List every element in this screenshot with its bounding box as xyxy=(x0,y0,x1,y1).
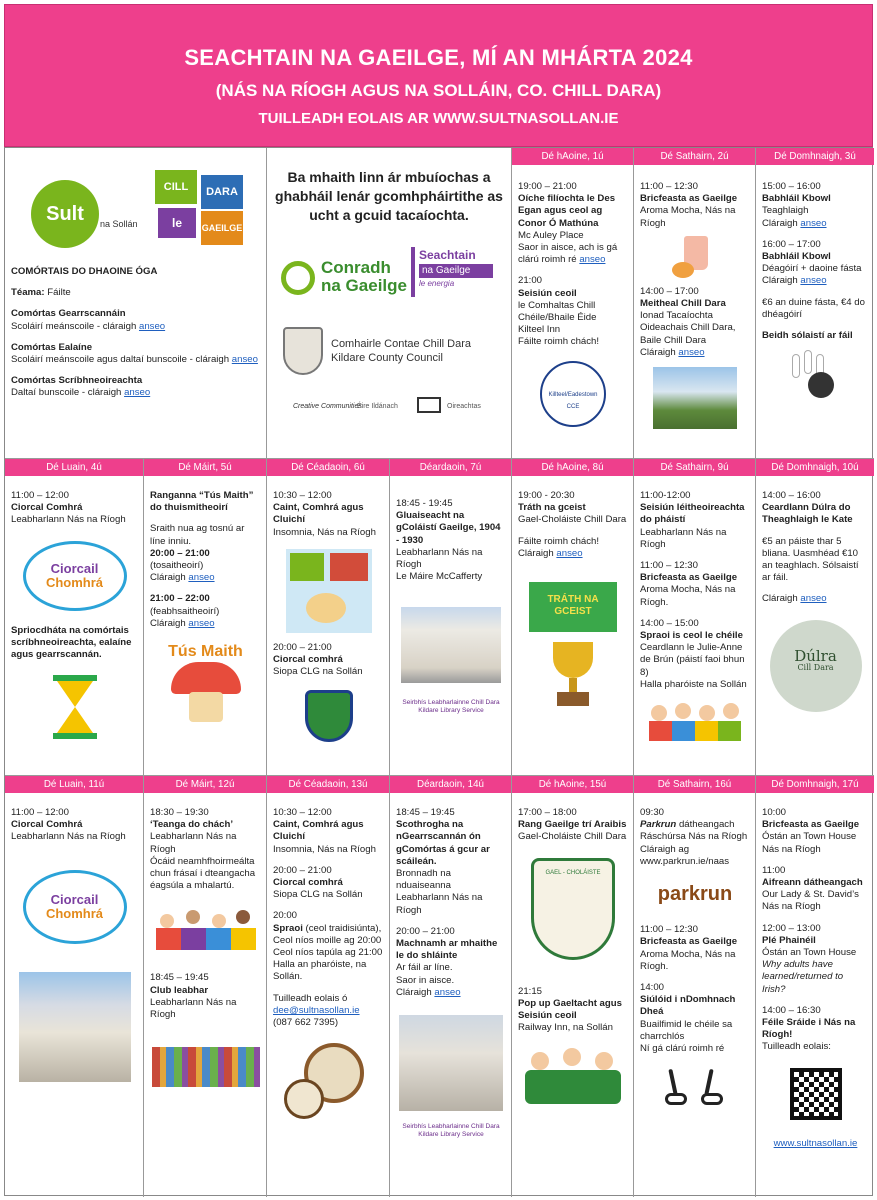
event-time: 18:30 – 19:30 xyxy=(150,807,209,818)
event-time: 10:30 – 12:00 xyxy=(273,807,332,818)
day-header: Déardaoin, 14ú xyxy=(390,776,511,793)
register-link[interactable]: anseo xyxy=(800,593,827,605)
event-time: 11:00-12:00 xyxy=(640,490,691,501)
event-title: Tráth na gceist xyxy=(518,502,586,514)
oireachtas-icon xyxy=(417,397,441,413)
day-thu-14 xyxy=(390,776,512,1197)
event-title: Ciorcal comhrá xyxy=(273,877,343,889)
creative-logo: Creative Communities xyxy=(293,403,362,410)
event-time: 20:00 – 21:00 xyxy=(273,864,332,876)
event-location: Kilteel Inn xyxy=(518,324,561,336)
ciorcail-word2: Chomhrá xyxy=(45,905,104,921)
register-text: Cláraigh xyxy=(640,346,676,358)
council-name-en: Kildare County Council xyxy=(331,352,443,364)
event-time: 17:00 – 18:00 xyxy=(518,807,577,818)
day-header: Dé Sathairn, 16ú xyxy=(634,776,755,793)
event-title: Ranganna “Tús Maith” do thuismitheoirí xyxy=(150,490,254,514)
library-logo xyxy=(396,1123,506,1139)
thanks-cell xyxy=(267,148,512,459)
event-time: 12:00 – 13:00 xyxy=(762,922,821,934)
library-photo xyxy=(401,607,501,683)
event-description: Ócáid neamhfhoirmeálta chun frásaí i dteangacha éagsúla a mhalartú. xyxy=(150,855,256,892)
event-description: Sraith nua ag tosnú ar líne inniu. xyxy=(150,523,245,547)
register-link[interactable]: anseo xyxy=(188,617,215,629)
event-speaker: Le Máire McCafferty xyxy=(396,571,483,583)
event-location: Gael-Choláiste Chill Dara xyxy=(518,831,627,843)
event-title: Pop up Gaeltacht agus Seisiún ceoil xyxy=(518,997,622,1022)
register-link[interactable]: anseo xyxy=(800,275,827,287)
day-header: Dé Máirt, 5ú xyxy=(144,459,266,476)
event-note: Fáilte roimh chách! xyxy=(518,535,600,547)
day-header: Dé Domhnaigh, 3ú xyxy=(756,148,874,165)
event-location: Leabharlann Nás na Ríogh xyxy=(396,892,483,916)
people-icon xyxy=(156,904,256,954)
day-sat-2 xyxy=(634,148,756,459)
event-time: 20:00 xyxy=(273,910,298,922)
library-name-ga: Seirbhís Leabharlainne Chill Dara xyxy=(402,1123,500,1131)
event-subtitle: (ceol traidisiúnta), xyxy=(305,922,382,934)
event-title: Ciorcal Comhrá xyxy=(11,819,83,831)
event-location: Bronnadh na nduaiseanna xyxy=(396,868,451,892)
event-question: Why adults have learned/returned to Irish? xyxy=(762,959,844,995)
bowling-icon xyxy=(786,350,846,398)
register-link[interactable]: anseo xyxy=(678,346,705,358)
conradh-icon xyxy=(281,261,315,295)
intro-cell xyxy=(5,148,267,459)
event-time: 10:30 – 12:00 xyxy=(273,490,332,501)
school-crest: GAEL - CHOLÁISTE xyxy=(531,858,615,960)
event-time: 11:00 xyxy=(762,864,786,876)
day-sun-3 xyxy=(756,148,874,459)
event-time: 14:00 – 17:00 xyxy=(640,285,699,297)
poster-title: SEACHTAIN NA GAEILGE, MÍ AN MHÁRTA 2024 xyxy=(184,45,693,70)
comp1-title: Comórtas Gearrscannáin xyxy=(11,308,126,320)
event-time: 09:30 xyxy=(640,807,665,818)
info-text: Tuilleadh eolais ó xyxy=(273,992,348,1004)
event-location: Railway Inn, na Sollán xyxy=(518,1022,613,1034)
event-time: 21:00 – 22:00 xyxy=(150,593,210,605)
comp2-link[interactable]: anseo xyxy=(231,354,258,366)
event-detail: Ceol níos moille ag 20:00 xyxy=(273,934,382,946)
event-detail: Ceol níos tapúla ag 21:00 xyxy=(273,947,383,959)
sult-logo-sub: na Sollán xyxy=(100,219,138,229)
register-link[interactable]: anseo xyxy=(579,254,606,266)
energia-text: le energia xyxy=(419,279,455,288)
seachtain-logo xyxy=(411,247,497,297)
theme-label: Téama: xyxy=(11,287,45,299)
register-link[interactable]: anseo xyxy=(434,986,461,998)
parkrun-logo: parkrun xyxy=(657,883,733,906)
day-header: Dé Domhnaigh, 10ú xyxy=(756,459,874,476)
event-location: Déagóirí + daoine fásta xyxy=(762,263,862,275)
event-location: Óstán an Town House xyxy=(762,947,857,959)
oireachtas-logo: Oireachtas xyxy=(447,403,481,410)
council-logo xyxy=(331,337,471,365)
event-time: 21:15 xyxy=(518,985,543,997)
dulra-word: Dúlra xyxy=(794,646,837,665)
books-photo xyxy=(152,1047,260,1087)
comp1-text: Scoláirí meánscoile - cláraigh xyxy=(11,320,137,332)
day-header: Dé hAoine, 1ú xyxy=(512,148,633,165)
ciorcail-word2: Chomhrá xyxy=(45,574,104,590)
day-sat-16 xyxy=(634,776,756,1197)
trath-logo: TRÁTH NA GCEIST xyxy=(529,582,617,632)
event-note: Saor in aisce, ach is gá clárú roimh ré xyxy=(518,242,618,266)
logos xyxy=(5,148,266,258)
children-icon xyxy=(647,701,743,745)
register-text: Cláraigh xyxy=(762,593,798,605)
event-subtitle: dátheangach xyxy=(678,819,735,831)
event-location: Leabharlann Nás na Ríogh xyxy=(396,546,483,571)
register-text: Cláraigh xyxy=(150,572,186,584)
day-tue-12 xyxy=(144,776,267,1197)
event-time: 11:00 – 12:00 xyxy=(11,807,69,818)
event-location: Halla pharóiste na Sollán xyxy=(640,678,747,690)
cafe-collage xyxy=(286,549,372,633)
event-time: 20:00 – 21:00 xyxy=(396,925,455,937)
event-location: Our Lady & St. David’s Nás na Ríogh xyxy=(762,889,859,913)
event-time: 11:00 – 12:30 xyxy=(640,560,698,572)
trophy-icon xyxy=(543,642,603,712)
event-location: Gael-Choláiste Chill Dara xyxy=(518,514,627,526)
dulra-logo xyxy=(770,620,862,712)
event-title: Spraoi xyxy=(273,922,303,934)
event-level: (tosaitheoirí) xyxy=(150,560,204,572)
event-time: 14:00 – 15:00 xyxy=(640,617,699,629)
cd-logo-gaeilge: GAEILGE xyxy=(201,211,243,245)
event-location: Leabharlann Nás na Ríogh xyxy=(11,514,126,526)
day-sun-17 xyxy=(756,776,874,1197)
comp2-text: Scoláirí meánscoile agus daltaí bunscoile - cláraigh xyxy=(11,354,230,366)
event-title: Oíche filíochta le Des Egan agus ceol ag Conor Ó Mathúna xyxy=(518,193,616,229)
day-sun-10 xyxy=(756,459,874,776)
gaa-crest-icon xyxy=(305,690,353,742)
register-link[interactable]: anseo xyxy=(800,217,827,229)
comp3-link[interactable]: anseo xyxy=(124,387,151,399)
day-header: Dé Máirt, 12ú xyxy=(144,776,266,793)
event-location: Ceardlann le Julie-Anne de Brún (páistí faoi bhun 8) xyxy=(640,642,745,678)
event-time: 19:00 - 20:30 xyxy=(518,490,575,501)
cd-logo-dara: DARA xyxy=(201,175,243,209)
seachtain-sub: na Gaeilge xyxy=(419,264,493,278)
register-text: Cláraigh xyxy=(518,547,554,559)
council-name-ga: Comhairle Contae Chill Dara xyxy=(331,338,472,350)
event-title: Siúlóid i nDomhnach Dheá xyxy=(640,994,736,1018)
dulra-sub: Cill Dara xyxy=(797,662,834,672)
register-text: Cláraigh xyxy=(396,986,432,998)
event-title: Bricfeasta as Gaeilge xyxy=(762,819,860,831)
event-time: 21:00 xyxy=(518,275,543,287)
deadline-note: Spriocdháta na comórtais scríbhneoireachta, ealaíne agus gearrscannán. xyxy=(11,624,132,661)
event-location: Leabharlann Nás na Ríogh xyxy=(150,996,237,1021)
day-mon-11 xyxy=(5,776,144,1197)
building-photo xyxy=(653,367,737,429)
event-note: Beidh sólaistí ar fáil xyxy=(762,330,853,342)
hourglass-icon xyxy=(53,675,97,739)
event-title: Scothrogha na nGearrscannán ón gComórtas á gcur ar scáileán. xyxy=(396,819,490,867)
event-time: 11:00 – 12:30 xyxy=(640,181,698,192)
event-location: Insomnia, Nás na Ríogh xyxy=(273,526,376,538)
event-title: Seisiún ceoil xyxy=(518,287,577,299)
seachtain-title: Seachtain xyxy=(419,248,476,262)
ciorcail-logo xyxy=(23,870,127,944)
event-location: Nás na Ríogh xyxy=(762,843,821,855)
event-title: Parkrun xyxy=(640,819,677,831)
comp3-title: Comórtas Scríbhneoireachta xyxy=(11,375,143,387)
event-time: 14:00 – 16:00 xyxy=(762,490,821,501)
comp-title: COMÓRTAIS DO DHAOINE ÓGA xyxy=(11,266,158,277)
bodhran-icon xyxy=(284,1043,374,1123)
theme-value: Fáilte xyxy=(47,287,71,299)
event-title: Gluaiseacht na gColáistí Gaeilge, 1904 - 1930 xyxy=(396,510,501,546)
event-time: 14:00 – 16:30 xyxy=(762,1004,821,1016)
conradh-line2: na Gaeilge xyxy=(321,276,407,295)
day-header: Dé Céadaoin, 6ú xyxy=(267,459,389,476)
register-text: Cláraigh ag xyxy=(640,843,690,855)
event-title: Spraoi is ceol le chéile xyxy=(640,630,743,642)
tus-maith-logo: Tús Maith xyxy=(168,643,243,661)
event-title: Bricfeasta as Gaeilge xyxy=(640,572,738,584)
partner-logos xyxy=(267,225,511,425)
day-thu-7 xyxy=(390,459,512,776)
day-header: Dé Céadaoin, 13ú xyxy=(267,776,389,793)
day-header: Dé Luain, 11ú xyxy=(5,776,143,793)
event-location: Ráschúrsa Nás na Ríogh xyxy=(640,831,748,843)
event-title: Rang Gaeilge trí Araibis xyxy=(518,819,627,831)
library-name-en: Kildare Library Service xyxy=(418,707,484,715)
council-crest-icon xyxy=(283,327,323,375)
comhaltas-badge: Killteel/Eadestown CCE xyxy=(540,361,606,427)
day-header: Déardaoin, 7ú xyxy=(390,459,511,476)
event-location: Aroma Mocha, Nás na Ríogh xyxy=(640,205,736,229)
day-header: Dé Domhnaigh, 17ú xyxy=(756,776,874,793)
ciorcail-logo xyxy=(23,541,127,611)
event-title: Machnamh ar mhaithe le do shláinte xyxy=(396,938,498,962)
event-title: ‘Teanga do chách’ xyxy=(150,819,233,831)
event-time: 15:00 – 16:00 xyxy=(762,181,821,192)
event-location: Leabharlann Nás na Ríogh xyxy=(640,526,727,550)
event-time: 11:00 – 12:30 xyxy=(640,924,698,936)
shoes-icon xyxy=(665,1069,725,1109)
thanks-text: Ba mhaith linn ár mbuíochas a ghabháil lenár gcomhpháirtithe as ucht a gcuid tacaíochta. xyxy=(275,169,503,223)
musicians-icon xyxy=(525,1048,621,1108)
day-mon-4 xyxy=(5,459,144,776)
day-fri-15 xyxy=(512,776,634,1197)
day-wed-6 xyxy=(267,459,390,776)
event-title: Club leabhar xyxy=(150,984,209,996)
day-header: Dé Sathairn, 9ú xyxy=(634,459,755,476)
event-location: Teaghlaigh xyxy=(762,205,809,217)
calendar-grid xyxy=(4,147,873,1196)
event-time: 19:00 – 21:00 xyxy=(518,181,577,192)
event-note: Ar fáil ar líne. xyxy=(396,962,453,974)
event-location: Leabharlann Nás na Ríogh xyxy=(150,831,237,855)
coffee-icon xyxy=(670,236,720,280)
event-title: Meitheal Chill Dara xyxy=(640,298,726,310)
event-title: Seisiún léitheoireachta do pháistí xyxy=(640,502,745,526)
event-title: Babhláil Kbowl xyxy=(762,251,831,263)
day-tue-5 xyxy=(144,459,267,776)
event-location: le Comhaltas Chill Chéile/Bhaile Éide xyxy=(518,299,597,324)
day-wed-13 xyxy=(267,776,390,1197)
event-time: 18:45 – 19:45 xyxy=(150,972,209,984)
event-time: 20:00 – 21:00 xyxy=(273,641,332,653)
event-note: Ní gá clárú roimh ré xyxy=(640,1043,725,1055)
event-location: Insomnia, Nás na Ríogh xyxy=(273,843,376,855)
price-text: €5 an páiste thar 5 bliana. Uasmhéad €10 an teaghlach. Sólsaistí ar fáil. xyxy=(762,535,859,584)
poster-header xyxy=(4,4,873,147)
day-fri-8 xyxy=(512,459,634,776)
event-note: Saor in aisce. xyxy=(396,974,455,986)
event-title: Féile Sráide i Nás na Ríogh! xyxy=(762,1017,856,1041)
comp2-title: Comórtas Ealaíne xyxy=(11,341,93,353)
register-link[interactable]: anseo xyxy=(556,547,583,559)
poster-subtitle: (NÁS NA RÍOGH AGUS NA SOLLÁIN, CO. CHILL DARA) xyxy=(215,81,662,100)
ildanach-logo: Éire Ildánach xyxy=(357,403,398,410)
event-title: Caint, Comhrá agus Cluichí xyxy=(273,819,364,843)
day-header: Dé Luain, 4ú xyxy=(5,459,143,476)
qr-code-icon[interactable] xyxy=(790,1068,842,1120)
library-photo xyxy=(19,972,131,1082)
event-title: Ciorcal comhrá xyxy=(273,654,343,666)
event-level: (feabhsaitheoirí) xyxy=(150,605,220,617)
event-title: Plé Phainéil xyxy=(762,934,816,946)
day-header: Dé hAoine, 8ú xyxy=(512,459,633,476)
event-location: Siopa CLG na Sollán xyxy=(273,666,363,678)
info-text: Tuilleadh eolais: xyxy=(762,1041,831,1053)
conradh-logo xyxy=(321,259,407,295)
email-link[interactable]: dee@sultnasollan.ie xyxy=(273,1004,360,1016)
event-location: Buailfimid le chéile sa charrchlós xyxy=(640,1018,733,1042)
library-name-ga: Seirbhís Leabharlainne Chill Dara xyxy=(402,699,500,707)
event-note: Fáilte roimh chách! xyxy=(518,336,600,348)
register-text: Cláraigh xyxy=(762,275,798,287)
comp3-text: Daltaí bunscoile - cláraigh xyxy=(11,387,122,399)
event-title: Aifreann dátheangach xyxy=(762,877,863,889)
day-header: Dé Sathairn, 2ú xyxy=(634,148,755,165)
event-title: Babhláil Kbowl xyxy=(762,193,831,205)
phone-text: (087 662 7395) xyxy=(273,1017,339,1029)
register-text: Cláraigh xyxy=(762,217,798,229)
event-title: Bricfeasta as Gaeilge xyxy=(640,936,738,948)
price-text: €6 an duine fásta, €4 do dhéagóirí xyxy=(762,296,865,320)
register-text: Cláraigh xyxy=(150,617,186,629)
event-location: Aroma Mocha, Nás na Ríogh. xyxy=(640,584,736,608)
conradh-line1: Conradh xyxy=(321,258,391,277)
cd-logo-cill: CILL xyxy=(155,170,197,204)
library-photo xyxy=(399,1015,503,1111)
event-time: 18:45 – 19:45 xyxy=(396,807,455,818)
event-location: Óstán an Town House xyxy=(762,831,857,843)
event-time: 16:00 – 17:00 xyxy=(762,238,821,250)
event-title: Caint, Comhrá agus Cluichí xyxy=(273,502,364,526)
event-time: 11:00 – 12:00 xyxy=(11,490,69,501)
library-name-en: Kildare Library Service xyxy=(418,1131,484,1139)
sult-logo: Sult xyxy=(31,180,99,248)
website-link[interactable]: www.sultnasollan.ie xyxy=(773,1137,858,1149)
event-location: Siopa CLG na Sollán xyxy=(273,889,363,901)
library-logo xyxy=(396,699,506,715)
event-location: Mc Auley Place xyxy=(518,229,584,241)
mushroom-house-icon xyxy=(171,662,241,722)
event-location: Halla an pharóiste, na Sollán. xyxy=(273,959,367,983)
poster-info: TUILLEADH EOLAIS AR WWW.SULTNASOLLAN.IE xyxy=(258,110,619,127)
parkrun-url: www.parkrun.ie/naas xyxy=(640,855,730,867)
ciorcail-word1: Ciorcail xyxy=(50,891,99,907)
cd-logo-le: le xyxy=(158,208,196,238)
event-time: 18:45 - 19:45 xyxy=(396,498,453,509)
event-title: Ciorcal Comhrá xyxy=(11,502,83,514)
event-location: Ionad Tacaíochta Oideachais Chill Dara, Baile Chill Dara xyxy=(640,310,736,346)
comp1-link[interactable]: anseo xyxy=(138,320,166,332)
event-location: Aroma Mocha, Nás na Ríogh. xyxy=(640,948,736,972)
day-sat-9 xyxy=(634,459,756,776)
event-location: Leabharlann Nás na Ríogh xyxy=(11,831,126,843)
event-time: 20:00 – 21:00 xyxy=(150,547,210,559)
day-fri-1 xyxy=(512,148,634,459)
event-time: 10:00 xyxy=(762,807,787,818)
event-title: Ceardlann Dúlra do Theaghlaigh le Kate xyxy=(762,502,853,526)
event-time: 14:00 xyxy=(640,982,665,994)
event-title: Bricfeasta as Gaeilge xyxy=(640,193,738,205)
register-link[interactable]: anseo xyxy=(188,572,215,584)
day-header: Dé hAoine, 15ú xyxy=(512,776,633,793)
ciorcail-word1: Ciorcail xyxy=(50,560,99,576)
